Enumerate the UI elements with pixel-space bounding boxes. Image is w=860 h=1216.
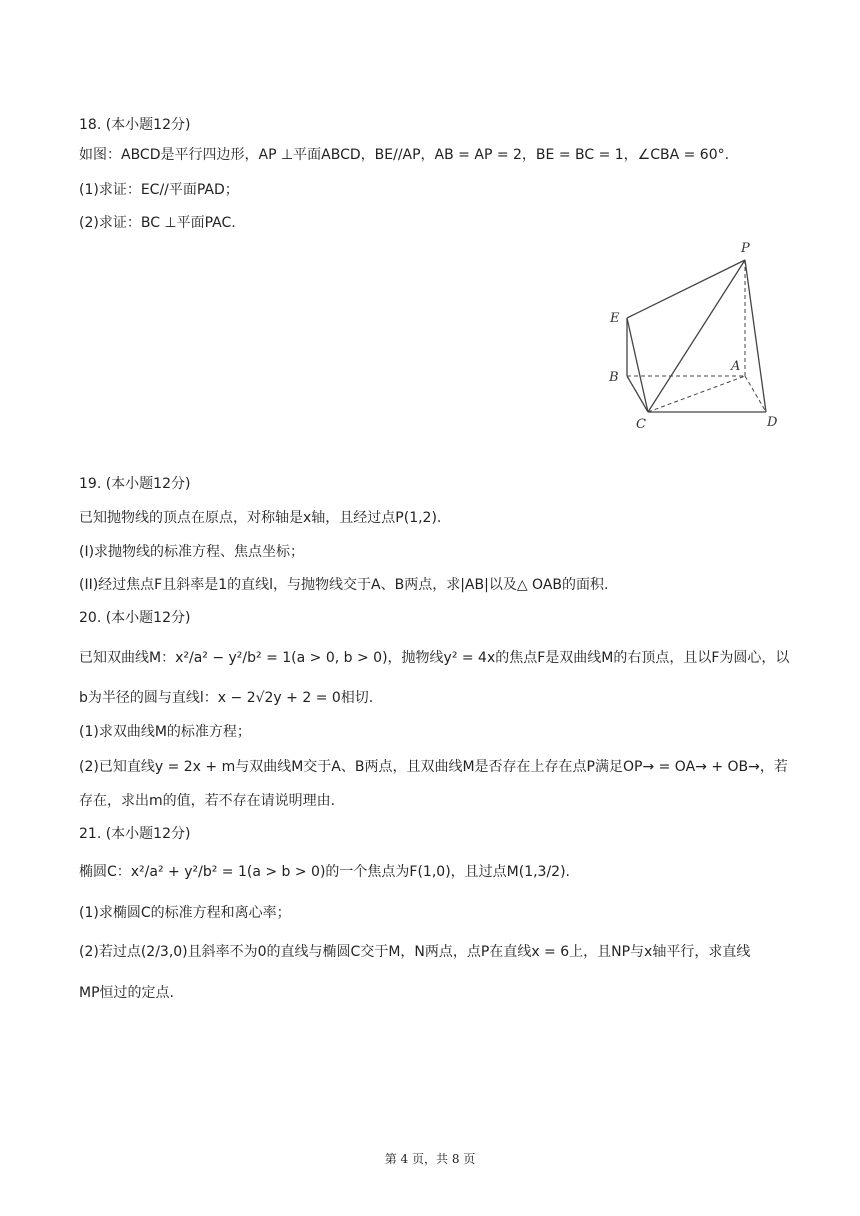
q20-header: 20. (本小题12分)	[79, 610, 191, 626]
q18-header: 18. (本小题12分)	[79, 117, 191, 133]
q19-part1: (I)求抛物线的标准方程、焦点坐标；	[79, 544, 305, 560]
q18-stem: 如图：ABCD是平行四边形，AP ⊥平面ABCD，BE//AP，AB = AP = 2，BE = BC = 1，∠CBA = 60°.	[79, 147, 730, 163]
q18-part1: (1)求证：EC//平面PAD；	[79, 182, 239, 198]
label-P: P	[741, 241, 750, 256]
q20-stem-line2: b为半径的圆与直线l：x − 2√2y + 2 = 0相切.	[79, 690, 374, 706]
q19-part2: (II)经过焦点F且斜率是1的直线l，与抛物线交于A、B两点，求|AB|以及△ OAB的面积.	[79, 577, 609, 593]
page-footer: 第 4 页，共 8 页	[384, 1152, 476, 1166]
label-D: D	[767, 415, 778, 430]
q21-stem: 椭圆C：x²/a² + y²/b² = 1(a > b > 0)的一个焦点为F(1,0)，且过点M(1,3/2).	[79, 864, 571, 880]
label-C: C	[636, 417, 646, 432]
geometry-figure	[596, 236, 792, 432]
q20-part2-line1: (2)已知直线y = 2x + m与双曲线M交于A、B两点，且双曲线M是否存在上存在点P满足OP→ = OA→ + OB→，若	[79, 759, 788, 775]
q20-stem-line1: 已知双曲线M：x²/a² − y²/b² = 1(a > 0, b > 0)，抛物线y² = 4x的焦点F是双曲线M的右顶点，且以F为圆心，以	[79, 650, 790, 666]
label-B: B	[609, 370, 619, 385]
q19-header: 19. (本小题12分)	[79, 476, 191, 492]
q21-part2-line1: (2)若过点(2/3,0)且斜率不为0的直线与椭圆C交于M，N两点，点P在直线x = 6上，且NP与x轴平行，求直线	[79, 944, 751, 960]
q20-part1: (1)求双曲线M的标准方程；	[79, 724, 251, 740]
q19-stem: 已知抛物线的顶点在原点，对称轴是x轴，且经过点P(1,2).	[79, 510, 442, 526]
q18-part2: (2)求证：BC ⊥平面PAC.	[79, 215, 236, 231]
q21-part2-line2: MP恒过的定点.	[79, 985, 174, 1001]
label-A: A	[731, 359, 741, 374]
q20-part2-line2: 存在，求出m的值，若不存在请说明理由.	[79, 793, 336, 809]
label-E: E	[610, 311, 620, 326]
q21-part1: (1)求椭圆C的标准方程和离心率；	[79, 905, 291, 921]
q21-header: 21. (本小题12分)	[79, 826, 191, 842]
